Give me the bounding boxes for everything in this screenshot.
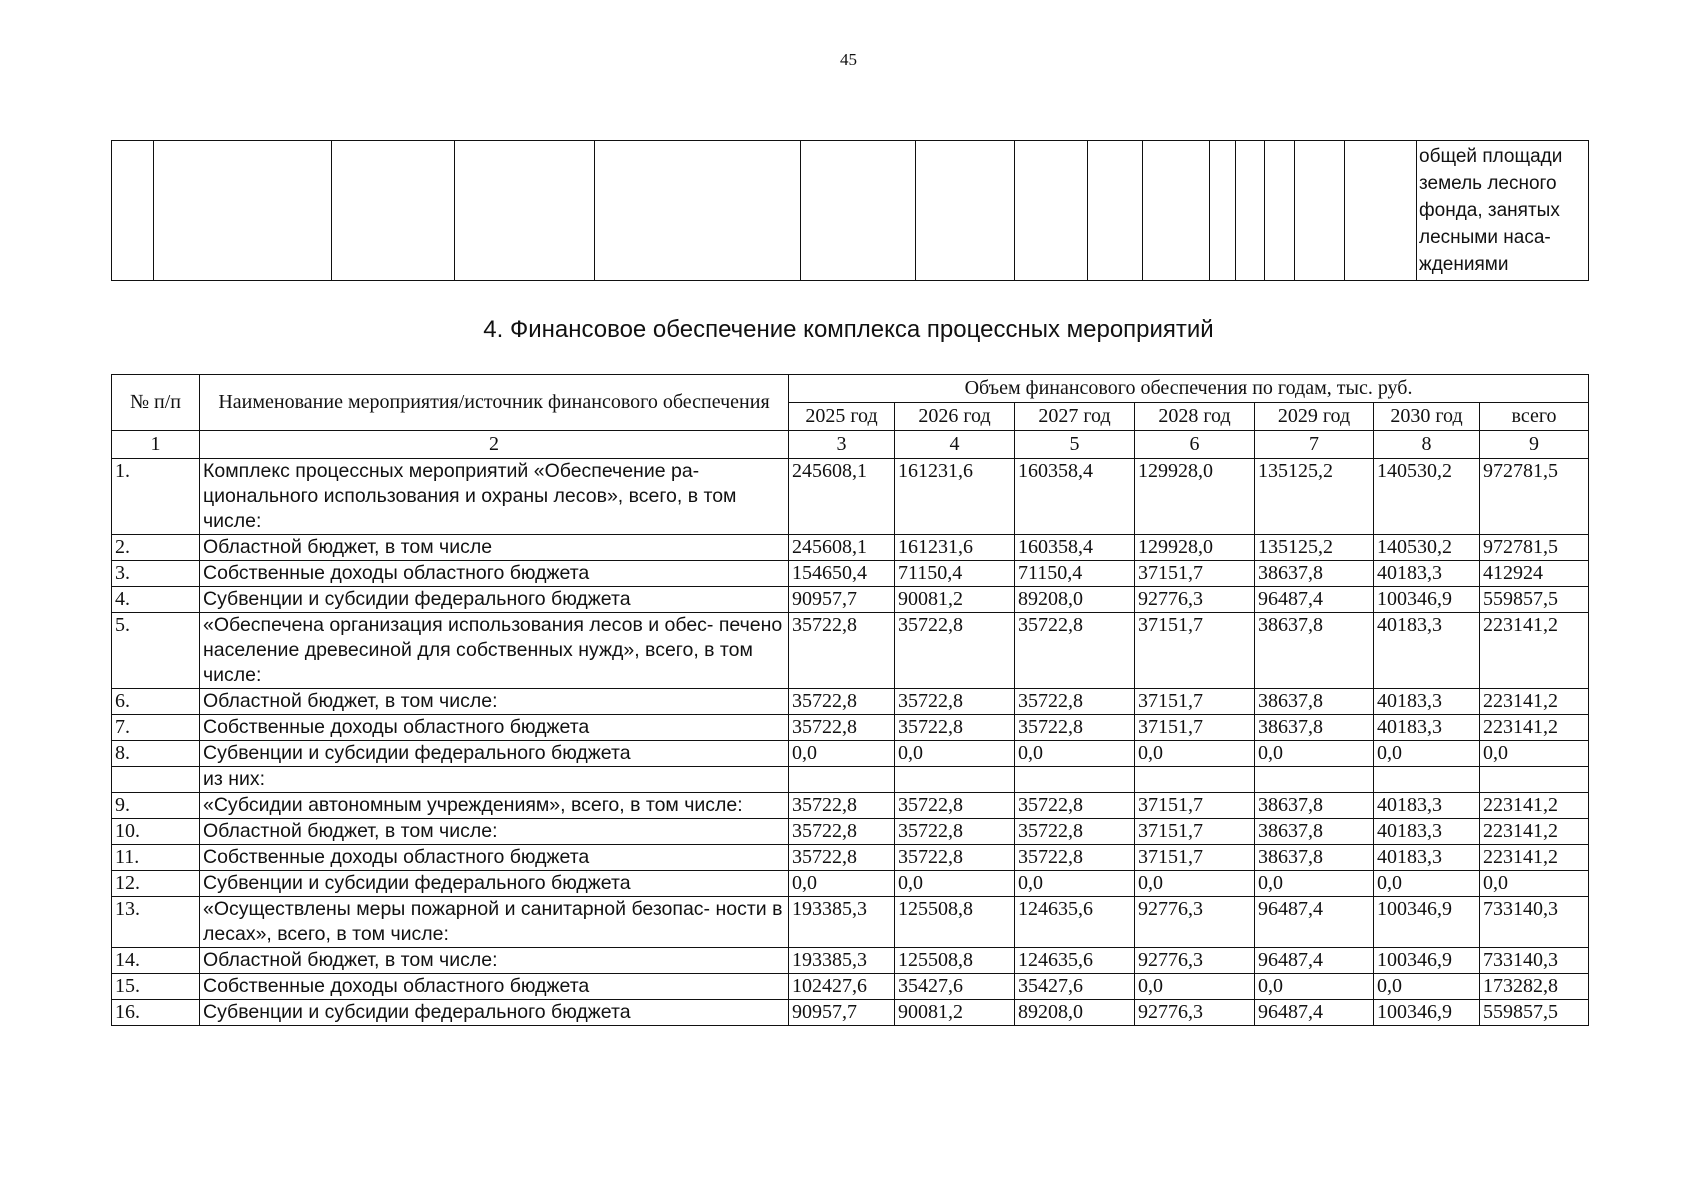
table-row bbox=[112, 871, 1589, 897]
row-year-value: 0,0 bbox=[1135, 741, 1255, 767]
row-year-value: 37151,7 bbox=[1135, 715, 1255, 741]
row-year-value: 140530,2 bbox=[1374, 535, 1480, 561]
note-line: ждениями bbox=[1419, 254, 1509, 275]
row-year-value: 37151,7 bbox=[1135, 819, 1255, 845]
row-year-value: 160358,4 bbox=[1015, 459, 1135, 535]
row-total-value: 223141,2 bbox=[1480, 819, 1589, 845]
column-number: 3 bbox=[789, 431, 895, 459]
row-number: 8. bbox=[112, 741, 200, 767]
column-number: 4 bbox=[895, 431, 1015, 459]
column-number: 1 bbox=[112, 431, 200, 459]
header-name: Наименование мероприятия/источник финансового обеспечения bbox=[200, 375, 789, 431]
row-year-value: 35722,8 bbox=[895, 689, 1015, 715]
continued-table-fragment bbox=[111, 140, 1589, 281]
row-year-value: 100346,9 bbox=[1374, 1000, 1480, 1026]
column-number: 2 bbox=[200, 431, 789, 459]
row-year-value: 193385,3 bbox=[789, 948, 895, 974]
row-year-value: 193385,3 bbox=[789, 897, 895, 948]
row-year-value: 35722,8 bbox=[789, 689, 895, 715]
table-row bbox=[112, 1000, 1589, 1026]
empty-cell bbox=[332, 141, 455, 281]
table-row bbox=[112, 897, 1589, 948]
row-number: 10. bbox=[112, 819, 200, 845]
row-number: 12. bbox=[112, 871, 200, 897]
row-name: Субвенции и субсидии федерального бюджета bbox=[200, 871, 789, 897]
header-year: 2026 год bbox=[895, 403, 1015, 431]
row-year-value: 40183,3 bbox=[1374, 845, 1480, 871]
column-number: 7 bbox=[1255, 431, 1374, 459]
table-row bbox=[112, 948, 1589, 974]
table-row bbox=[112, 845, 1589, 871]
empty-cell bbox=[801, 141, 916, 281]
row-year-value: 35722,8 bbox=[895, 793, 1015, 819]
row-year-value: 100346,9 bbox=[1374, 948, 1480, 974]
row-year-value: 102427,6 bbox=[789, 974, 895, 1000]
row-year-value: 38637,8 bbox=[1255, 613, 1374, 689]
row-year-value: 37151,7 bbox=[1135, 845, 1255, 871]
row-number: 13. bbox=[112, 897, 200, 948]
financing-table-body bbox=[112, 459, 1589, 1026]
row-name: Собственные доходы областного бюджета bbox=[200, 974, 789, 1000]
row-year-value bbox=[1255, 767, 1374, 793]
note-line: земель лесного bbox=[1419, 173, 1557, 194]
empty-cell bbox=[1015, 141, 1088, 281]
row-year-value: 135125,2 bbox=[1255, 459, 1374, 535]
row-year-value: 160358,4 bbox=[1015, 535, 1135, 561]
row-year-value: 35722,8 bbox=[895, 845, 1015, 871]
row-number: 4. bbox=[112, 587, 200, 613]
row-year-value: 0,0 bbox=[895, 871, 1015, 897]
row-year-value: 35722,8 bbox=[789, 613, 895, 689]
row-year-value: 245608,1 bbox=[789, 535, 895, 561]
indicator-note-cell bbox=[1417, 141, 1589, 281]
column-number: 5 bbox=[1015, 431, 1135, 459]
row-name: «Обеспечена организация использования лесов и обес- печено население древесиной для собственных нужд», всего, в том числе: bbox=[200, 613, 789, 689]
empty-cell bbox=[1345, 141, 1417, 281]
header-year: 2029 год bbox=[1255, 403, 1374, 431]
row-year-value: 92776,3 bbox=[1135, 1000, 1255, 1026]
row-year-value: 0,0 bbox=[1255, 741, 1374, 767]
row-year-value: 0,0 bbox=[1135, 974, 1255, 1000]
row-year-value: 0,0 bbox=[1015, 871, 1135, 897]
row-year-value: 161231,6 bbox=[895, 459, 1015, 535]
row-year-value: 35722,8 bbox=[1015, 613, 1135, 689]
row-year-value: 40183,3 bbox=[1374, 689, 1480, 715]
row-name: Собственные доходы областного бюджета bbox=[200, 561, 789, 587]
row-year-value: 0,0 bbox=[1015, 741, 1135, 767]
row-year-value: 38637,8 bbox=[1255, 715, 1374, 741]
empty-cell bbox=[455, 141, 595, 281]
empty-cell bbox=[916, 141, 1015, 281]
row-year-value: 161231,6 bbox=[895, 535, 1015, 561]
row-total-value: 223141,2 bbox=[1480, 715, 1589, 741]
row-year-value: 0,0 bbox=[789, 871, 895, 897]
table-row bbox=[112, 561, 1589, 587]
row-year-value: 40183,3 bbox=[1374, 819, 1480, 845]
empty-cell bbox=[1236, 141, 1265, 281]
row-total-value: 223141,2 bbox=[1480, 613, 1589, 689]
row-year-value: 35722,8 bbox=[895, 819, 1015, 845]
row-total-value: 733140,3 bbox=[1480, 948, 1589, 974]
row-year-value: 35722,8 bbox=[1015, 845, 1135, 871]
header-year: 2028 год bbox=[1135, 403, 1255, 431]
row-year-value: 38637,8 bbox=[1255, 561, 1374, 587]
row-year-value: 0,0 bbox=[1135, 871, 1255, 897]
row-year-value: 96487,4 bbox=[1255, 897, 1374, 948]
row-year-value: 90957,7 bbox=[789, 1000, 895, 1026]
row-year-value: 89208,0 bbox=[1015, 587, 1135, 613]
row-year-value: 125508,8 bbox=[895, 897, 1015, 948]
row-year-value bbox=[1374, 767, 1480, 793]
row-year-value: 124635,6 bbox=[1015, 897, 1135, 948]
row-name: Собственные доходы областного бюджета bbox=[200, 715, 789, 741]
row-name: Областной бюджет, в том числе: bbox=[200, 819, 789, 845]
row-total-value: 733140,3 bbox=[1480, 897, 1589, 948]
section-title: 4. Финансовое обеспечение комплекса процессных мероприятий bbox=[483, 316, 1214, 343]
table-row bbox=[112, 767, 1589, 793]
row-total-value: 412924 bbox=[1480, 561, 1589, 587]
row-number: 9. bbox=[112, 793, 200, 819]
row-year-value: 37151,7 bbox=[1135, 613, 1255, 689]
row-year-value bbox=[789, 767, 895, 793]
row-number: 14. bbox=[112, 948, 200, 974]
row-number: 6. bbox=[112, 689, 200, 715]
empty-cell bbox=[1265, 141, 1295, 281]
row-year-value: 92776,3 bbox=[1135, 948, 1255, 974]
row-year-value: 89208,0 bbox=[1015, 1000, 1135, 1026]
row-total-value: 559857,5 bbox=[1480, 1000, 1589, 1026]
empty-cell bbox=[1088, 141, 1143, 281]
row-year-value: 35722,8 bbox=[1015, 793, 1135, 819]
row-name: «Субсидии автономным учреждениям», всего, в том числе: bbox=[200, 793, 789, 819]
row-year-value: 71150,4 bbox=[895, 561, 1015, 587]
row-year-value: 35722,8 bbox=[1015, 689, 1135, 715]
table-row bbox=[112, 741, 1589, 767]
row-year-value: 37151,7 bbox=[1135, 793, 1255, 819]
row-year-value: 0,0 bbox=[895, 741, 1015, 767]
row-year-value: 35722,8 bbox=[789, 715, 895, 741]
row-year-value: 245608,1 bbox=[789, 459, 895, 535]
row-year-value: 96487,4 bbox=[1255, 948, 1374, 974]
row-year-value: 40183,3 bbox=[1374, 793, 1480, 819]
row-year-value bbox=[1135, 767, 1255, 793]
row-year-value: 135125,2 bbox=[1255, 535, 1374, 561]
row-number: 7. bbox=[112, 715, 200, 741]
row-year-value: 90081,2 bbox=[895, 587, 1015, 613]
row-year-value: 35427,6 bbox=[895, 974, 1015, 1000]
empty-cell bbox=[595, 141, 801, 281]
row-year-value: 124635,6 bbox=[1015, 948, 1135, 974]
row-number bbox=[112, 767, 200, 793]
note-line: лесными наса- bbox=[1419, 227, 1551, 248]
row-name: Областной бюджет, в том числе: bbox=[200, 689, 789, 715]
row-name: «Осуществлены меры пожарной и санитарной безопас- ности в лесах», всего, в том числе: bbox=[200, 897, 789, 948]
financing-table bbox=[111, 374, 1589, 1026]
header-total: всего bbox=[1480, 403, 1589, 431]
row-year-value: 125508,8 bbox=[895, 948, 1015, 974]
row-year-value: 35722,8 bbox=[789, 793, 895, 819]
row-year-value: 92776,3 bbox=[1135, 587, 1255, 613]
empty-cell bbox=[1210, 141, 1236, 281]
row-total-value: 559857,5 bbox=[1480, 587, 1589, 613]
row-number: 5. bbox=[112, 613, 200, 689]
table-row bbox=[112, 459, 1589, 535]
row-total-value: 972781,5 bbox=[1480, 459, 1589, 535]
row-name: из них: bbox=[200, 767, 789, 793]
row-year-value: 35722,8 bbox=[789, 845, 895, 871]
row-name: Субвенции и субсидии федерального бюджета bbox=[200, 1000, 789, 1026]
empty-cell bbox=[154, 141, 332, 281]
row-year-value: 140530,2 bbox=[1374, 459, 1480, 535]
column-number: 8 bbox=[1374, 431, 1480, 459]
header-year: 2030 год bbox=[1374, 403, 1480, 431]
row-year-value: 0,0 bbox=[789, 741, 895, 767]
row-year-value: 38637,8 bbox=[1255, 845, 1374, 871]
row-year-value: 40183,3 bbox=[1374, 715, 1480, 741]
row-year-value: 129928,0 bbox=[1135, 459, 1255, 535]
table-row bbox=[112, 974, 1589, 1000]
table-row bbox=[112, 535, 1589, 561]
row-number: 1. bbox=[112, 459, 200, 535]
row-name: Областной бюджет, в том числе bbox=[200, 535, 789, 561]
row-total-value bbox=[1480, 767, 1589, 793]
row-name: Комплекс процессных мероприятий «Обеспечение ра- ционального использования и охраны лесов», всего, в том числе: bbox=[200, 459, 789, 535]
table-row bbox=[112, 793, 1589, 819]
row-year-value: 40183,3 bbox=[1374, 561, 1480, 587]
row-year-value: 35722,8 bbox=[1015, 819, 1135, 845]
row-year-value: 90081,2 bbox=[895, 1000, 1015, 1026]
row-year-value: 154650,4 bbox=[789, 561, 895, 587]
row-year-value: 38637,8 bbox=[1255, 793, 1374, 819]
row-year-value: 100346,9 bbox=[1374, 897, 1480, 948]
table-row bbox=[112, 613, 1589, 689]
row-year-value: 0,0 bbox=[1255, 871, 1374, 897]
row-year-value bbox=[895, 767, 1015, 793]
table-row bbox=[112, 715, 1589, 741]
row-total-value: 0,0 bbox=[1480, 871, 1589, 897]
row-year-value: 35722,8 bbox=[789, 819, 895, 845]
empty-cell bbox=[1295, 141, 1345, 281]
row-year-value: 35427,6 bbox=[1015, 974, 1135, 1000]
row-year-value: 38637,8 bbox=[1255, 819, 1374, 845]
row-year-value: 129928,0 bbox=[1135, 535, 1255, 561]
row-year-value: 100346,9 bbox=[1374, 587, 1480, 613]
row-year-value: 96487,4 bbox=[1255, 1000, 1374, 1026]
empty-cell bbox=[1143, 141, 1210, 281]
table-row bbox=[112, 689, 1589, 715]
row-total-value: 223141,2 bbox=[1480, 845, 1589, 871]
row-year-value: 71150,4 bbox=[1015, 561, 1135, 587]
note-line: фонда, занятых bbox=[1419, 200, 1560, 221]
row-year-value bbox=[1015, 767, 1135, 793]
row-total-value: 173282,8 bbox=[1480, 974, 1589, 1000]
row-year-value: 96487,4 bbox=[1255, 587, 1374, 613]
row-number: 3. bbox=[112, 561, 200, 587]
row-year-value: 37151,7 bbox=[1135, 689, 1255, 715]
row-total-value: 972781,5 bbox=[1480, 535, 1589, 561]
row-year-value: 0,0 bbox=[1255, 974, 1374, 1000]
row-total-value: 0,0 bbox=[1480, 741, 1589, 767]
row-number: 15. bbox=[112, 974, 200, 1000]
header-year: 2027 год bbox=[1015, 403, 1135, 431]
table-row bbox=[112, 587, 1589, 613]
note-line: общей площади bbox=[1419, 146, 1563, 167]
empty-cell bbox=[112, 141, 154, 281]
row-year-value: 0,0 bbox=[1374, 741, 1480, 767]
header-row bbox=[112, 375, 1589, 403]
row-total-value: 223141,2 bbox=[1480, 793, 1589, 819]
row-year-value: 37151,7 bbox=[1135, 561, 1255, 587]
column-numbers-row bbox=[112, 431, 1589, 459]
header-year: 2025 год bbox=[789, 403, 895, 431]
row-number: 11. bbox=[112, 845, 200, 871]
row-year-value: 35722,8 bbox=[1015, 715, 1135, 741]
row-name: Собственные доходы областного бюджета bbox=[200, 845, 789, 871]
row-number: 16. bbox=[112, 1000, 200, 1026]
row-year-value: 38637,8 bbox=[1255, 689, 1374, 715]
column-number: 9 bbox=[1480, 431, 1589, 459]
header-group: Объем финансового обеспечения по годам, тыс. руб. bbox=[789, 375, 1589, 403]
row-year-value: 0,0 bbox=[1374, 974, 1480, 1000]
row-year-value: 90957,7 bbox=[789, 587, 895, 613]
row-year-value: 35722,8 bbox=[895, 613, 1015, 689]
row-year-value: 35722,8 bbox=[895, 715, 1015, 741]
row-number: 2. bbox=[112, 535, 200, 561]
page-number: 45 bbox=[840, 50, 857, 69]
row-name: Областной бюджет, в том числе: bbox=[200, 948, 789, 974]
row-total-value: 223141,2 bbox=[1480, 689, 1589, 715]
column-number: 6 bbox=[1135, 431, 1255, 459]
row-year-value: 40183,3 bbox=[1374, 613, 1480, 689]
header-num: № п/п bbox=[112, 375, 200, 431]
row-year-value: 0,0 bbox=[1374, 871, 1480, 897]
row-name: Субвенции и субсидии федерального бюджета bbox=[200, 587, 789, 613]
table-row bbox=[112, 819, 1589, 845]
row-name: Субвенции и субсидии федерального бюджета bbox=[200, 741, 789, 767]
row-year-value: 92776,3 bbox=[1135, 897, 1255, 948]
